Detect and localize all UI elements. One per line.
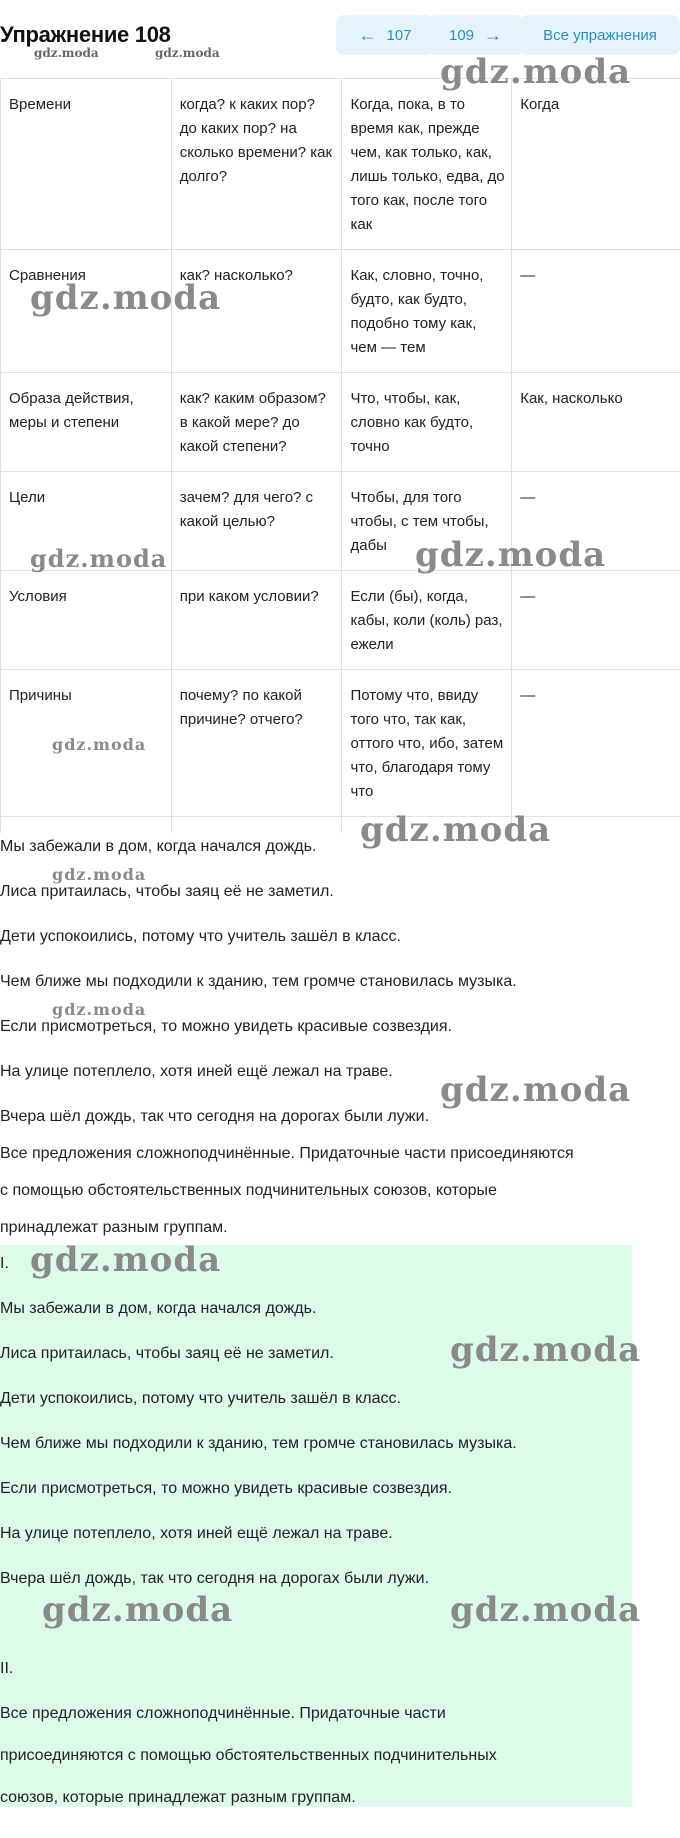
- table-cell: когда? к каких пор? до каких пор? на сколько времени? как долго?: [171, 79, 342, 250]
- answer-sentence: Вчера шёл дождь, так что сегодня на дорогах были лужи.: [0, 1570, 430, 1587]
- watermark-small: gdz.moda: [155, 46, 220, 60]
- answer-sentence: Мы забежали в дом, когда начался дождь.: [0, 1300, 317, 1317]
- table-cell: —: [512, 250, 680, 373]
- answer-sentence: Если присмотреться, то можно увидеть красивые созвездия.: [0, 1480, 452, 1497]
- sentence: На улице потеплело, хотя иней ещё лежал на траве.: [0, 1063, 393, 1080]
- table-cell: при каком условии?: [171, 571, 342, 670]
- conclusion-line: принадлежат разным группам.: [0, 1219, 228, 1236]
- table-cell: почему? по какой причине? отчего?: [171, 670, 342, 817]
- table-row: [1, 571, 680, 670]
- watermark: gdz.moda: [440, 52, 632, 92]
- watermark: gdz.moda: [30, 544, 168, 573]
- table-row: [1, 79, 680, 250]
- arrow-right-icon: →: [484, 25, 503, 45]
- watermark: gdz.moda: [52, 735, 147, 754]
- sentence: Дети успокоились, потому что учитель зашёл в класс.: [0, 928, 401, 945]
- table-cell: как? насколько?: [171, 250, 342, 373]
- watermark: gdz.moda: [42, 1590, 234, 1630]
- watermark: gdz.moda: [30, 1240, 222, 1280]
- arrow-left-icon: ←: [358, 25, 377, 45]
- answer-conclusion-line: присоединяются с помощью обстоятельственных подчинительных: [0, 1747, 497, 1764]
- table-cell: Цели: [1, 472, 172, 571]
- table-cell: —: [512, 472, 680, 571]
- sentence: Чем ближе мы подходили к зданию, тем громче становилась музыка.: [0, 973, 517, 990]
- table-cell: —: [512, 670, 680, 817]
- table-cell: Причины: [1, 670, 172, 817]
- watermark: gdz.moda: [415, 535, 607, 575]
- conjunction-table-viewport[interactable]: [0, 78, 680, 833]
- conclusion-line: Все предложения сложноподчинённые. Придаточные части присоединяются: [0, 1145, 574, 1162]
- answer-conclusion-line: Все предложения сложноподчинённые. Придаточные части: [0, 1705, 446, 1722]
- table-cell: как? каким образом? в какой мере? до какой степени?: [171, 373, 342, 472]
- table-cell: Условия: [1, 571, 172, 670]
- answer-sentence: Лиса притаилась, чтобы заяц её не заметил.: [0, 1345, 334, 1362]
- watermark: gdz.moda: [52, 865, 147, 884]
- answer-conclusion-line: союзов, которые принадлежат разным группам.: [0, 1789, 356, 1806]
- table-cell: Потому что, ввиду того что, так как, оттого что, ибо, затем что, благодаря тому что: [342, 670, 512, 817]
- watermark-small: gdz.moda: [34, 46, 99, 60]
- conjunction-table: [0, 78, 680, 833]
- table-cell: Чтобы, для того чтобы, с тем чтобы, дабы: [342, 472, 512, 571]
- table-cell: Образа действия, меры и степени: [1, 373, 172, 472]
- watermark: gdz.moda: [450, 1330, 642, 1370]
- table-cell: [171, 817, 342, 834]
- table-cell: зачем? для чего? с какой целью?: [171, 472, 342, 571]
- all-exercises-label: Все упражнения: [543, 26, 657, 44]
- table-cell: —: [512, 571, 680, 670]
- answer-part-2-label: II.: [0, 1660, 14, 1677]
- prev-exercise-label: 107: [386, 26, 412, 44]
- watermark: gdz.moda: [450, 1590, 642, 1630]
- answer-part-1-label: I.: [0, 1255, 9, 1272]
- table-cell: Что, чтобы, как, словно как будто, точно: [342, 373, 512, 472]
- table-cell: Времени: [1, 79, 172, 250]
- sentence: Вчера шёл дождь, так что сегодня на дорогах были лужи.: [0, 1108, 430, 1125]
- table-row: [1, 373, 680, 472]
- next-exercise-label: 109: [448, 26, 475, 44]
- answer-sentence: На улице потеплело, хотя иней ещё лежал на траве.: [0, 1525, 393, 1542]
- conclusion-line: с помощью обстоятельственных подчинительных союзов, которые: [0, 1182, 497, 1199]
- watermark: gdz.moda: [52, 1000, 147, 1019]
- prev-exercise-button[interactable]: [336, 15, 434, 55]
- watermark: gdz.moda: [30, 278, 222, 318]
- answer-sentence: Дети успокоились, потому что учитель зашёл в класс.: [0, 1390, 401, 1407]
- table-cell: Когда: [512, 79, 680, 250]
- table-cell: Как, насколько: [512, 373, 680, 472]
- sentence: Мы забежали в дом, когда начался дождь.: [0, 838, 317, 855]
- table-cell: Сравнения: [1, 250, 172, 373]
- table-cell: Если (бы), когда, кабы, коли (коль) раз, ежели: [342, 571, 512, 670]
- watermark: gdz.moda: [360, 810, 552, 850]
- page-title: Упражнение 108: [0, 22, 171, 47]
- table-row: [1, 817, 680, 834]
- table-cell: Когда, пока, в то время как, прежде чем, как только, как, лишь только, едва, до того как, после того как: [342, 79, 512, 250]
- table-cell: Как, словно, точно, будто, как будто, подобно тому как, чем — тем: [342, 250, 512, 373]
- sentence: Если присмотреться, то можно увидеть красивые созвездия.: [0, 1018, 452, 1035]
- watermark: gdz.moda: [440, 1070, 632, 1110]
- next-exercise-button[interactable]: [427, 15, 524, 55]
- table-cell: [1, 817, 172, 834]
- all-exercises-button[interactable]: [520, 15, 680, 55]
- answer-sentence: Чем ближе мы подходили к зданию, тем громче становилась музыка.: [0, 1435, 517, 1452]
- sentence: Лиса притаилась, чтобы заяц её не заметил.: [0, 883, 334, 900]
